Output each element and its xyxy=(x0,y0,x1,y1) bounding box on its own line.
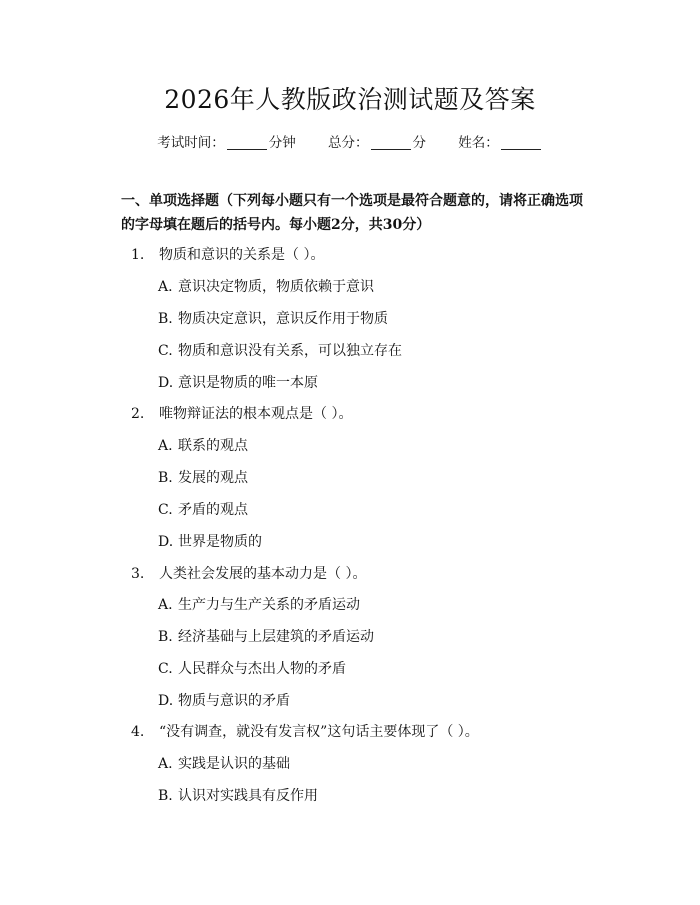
option-letter: C. xyxy=(158,343,173,359)
question-4 xyxy=(131,721,479,741)
option-letter: B. xyxy=(158,311,173,327)
question-3-option-b xyxy=(158,626,374,646)
option-letter: A. xyxy=(158,597,173,613)
option-text: 经济基础与上层建筑的矛盾运动 xyxy=(178,629,374,645)
question-text: “没有调查，就没有发言权”这句话主要体现了（ ）。 xyxy=(159,724,479,740)
option-letter: A. xyxy=(158,756,173,772)
name-label: 姓名： xyxy=(458,135,499,151)
total-score-blank xyxy=(371,135,411,150)
option-text: 认识对实践具有反作用 xyxy=(178,788,318,804)
option-letter: B. xyxy=(158,629,173,645)
exam-time-blank xyxy=(227,135,267,150)
total-score-unit: 分 xyxy=(412,135,426,151)
section-heading: 一、单项选择题（下列每小题只有一个选项是最符合题意的，请将正确选项的字母填在题后的括号内。每小题2分，共30分） xyxy=(121,193,583,233)
question-3-option-a xyxy=(158,594,360,614)
question-1-option-c xyxy=(158,340,402,360)
option-text: 意识决定物质，物质依赖于意识 xyxy=(178,279,374,295)
question-3-option-c xyxy=(158,658,346,678)
question-text: 物质和意识的关系是（ ）。 xyxy=(159,247,325,263)
option-letter: A. xyxy=(158,279,173,295)
option-text: 物质与意识的矛盾 xyxy=(178,693,290,709)
question-4-option-a xyxy=(158,753,290,773)
question-2-option-a xyxy=(158,435,248,455)
question-number: 4. xyxy=(131,724,145,740)
name-field xyxy=(458,131,543,151)
option-letter: A. xyxy=(158,438,173,454)
question-1-option-d xyxy=(158,372,318,392)
option-letter: B. xyxy=(158,788,173,804)
option-letter: D. xyxy=(158,375,174,391)
question-2 xyxy=(131,403,352,423)
exam-info-line xyxy=(0,131,700,151)
exam-time-field xyxy=(157,131,296,151)
option-text: 人民群众与杰出人物的矛盾 xyxy=(178,661,346,677)
option-text: 生产力与生产关系的矛盾运动 xyxy=(178,597,360,613)
option-text: 发展的观点 xyxy=(178,470,248,486)
option-text: 矛盾的观点 xyxy=(178,502,248,518)
option-letter: D. xyxy=(158,693,174,709)
question-3-option-d xyxy=(158,690,290,710)
question-text: 唯物辩证法的根本观点是（ ）。 xyxy=(159,406,353,422)
exam-time-unit: 分钟 xyxy=(268,135,296,151)
question-3 xyxy=(131,563,366,583)
question-1-option-b xyxy=(158,308,388,328)
option-letter: D. xyxy=(158,534,174,550)
option-letter: C. xyxy=(158,502,173,518)
question-number: 3. xyxy=(131,566,145,582)
option-text: 物质决定意识，意识反作用于物质 xyxy=(178,311,388,327)
exam-time-label: 考试时间： xyxy=(157,135,225,151)
question-number: 2. xyxy=(131,406,145,422)
question-2-option-c xyxy=(158,499,248,519)
name-blank xyxy=(501,135,541,150)
option-text: 联系的观点 xyxy=(178,438,248,454)
question-text: 人类社会发展的基本动力是（ ）。 xyxy=(159,566,367,582)
option-text: 世界是物质的 xyxy=(178,534,262,550)
question-number: 1. xyxy=(131,247,145,263)
option-text: 意识是物质的唯一本原 xyxy=(178,375,318,391)
option-text: 实践是认识的基础 xyxy=(178,756,290,772)
page-title: 2026年人教版政治测试题及答案 xyxy=(164,85,536,114)
total-score-field xyxy=(328,131,426,151)
question-2-option-d xyxy=(158,531,262,551)
option-text: 物质和意识没有关系，可以独立存在 xyxy=(178,343,402,359)
question-1-option-a xyxy=(158,276,374,296)
question-2-option-b xyxy=(158,467,248,487)
total-score-label: 总分： xyxy=(328,135,369,151)
option-letter: B. xyxy=(158,470,173,486)
question-4-option-b xyxy=(158,785,318,805)
question-1 xyxy=(131,244,324,264)
option-letter: C. xyxy=(158,661,173,677)
